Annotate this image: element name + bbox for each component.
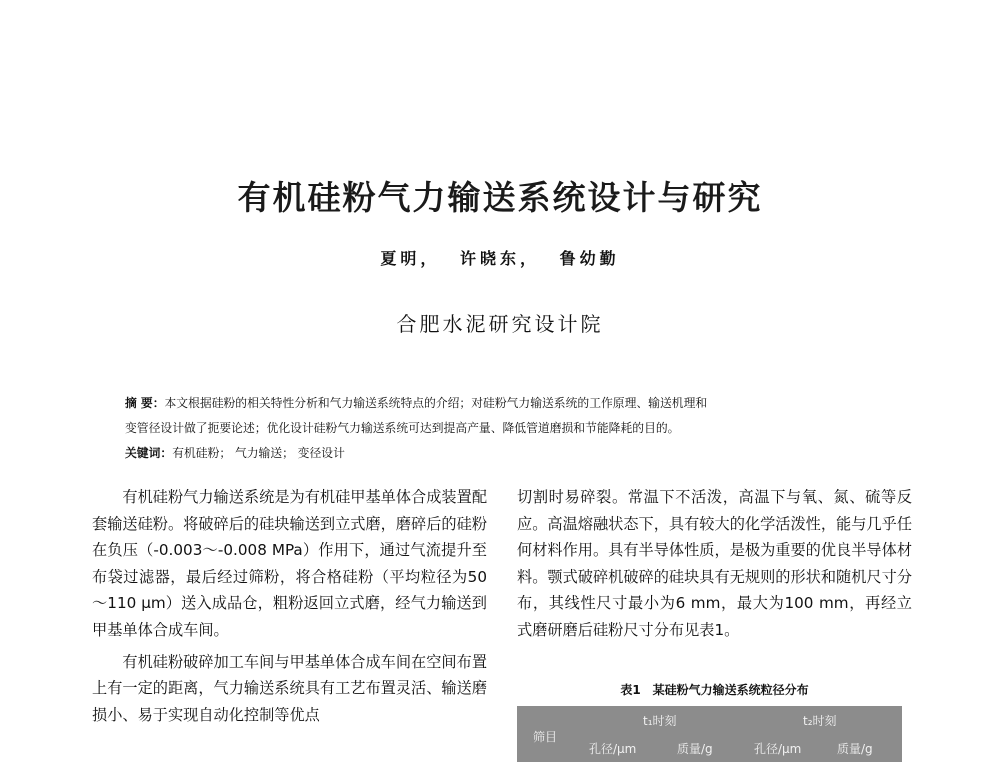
- abstract-text-1: 本文根据硅粉的相关特性分析和气力输送系统特点的介绍；对硅粉气力输送系统的工作原理、输送机理和: [164, 396, 708, 410]
- abstract-line-2: 变管径设计做了扼要论述；优化设计硅粉气力输送系统可达到提高产量、降低管道磨损和节能降耗的目的。: [125, 421, 680, 435]
- table-header-sieve: 筛目: [533, 730, 558, 744]
- abstract-line-1: [125, 391, 885, 416]
- table-header-t1: t₁时刻: [643, 714, 677, 728]
- right-column: [517, 484, 912, 644]
- table-header: [517, 706, 902, 762]
- paragraph: 切割时易碎裂。常温下不活泼，高温下与氧、氮、硫等反应。高温熔融状态下，具有较大的化学活泼性，能与几乎任何材料作用。具有半导体性质，是极为重要的优良半导体材料。颚式破碎机破碎的硅块具有无规则的形状和随机尺寸分布，其线性尺寸最小为6 mm，最大为100 mm，再经立式磨研磨后硅粉尺寸分布见表1。: [517, 488, 912, 639]
- authors: 夏明， 许晓东， 鲁幼勤: [380, 249, 620, 268]
- table-header-t2: t₂时刻: [803, 714, 837, 728]
- paragraph: 有机硅粉破碎加工车间与甲基单体合成车间在空间布置上有一定的距离，气力输送系统具有工艺布置灵活、输送磨损小、易于实现自动化控制等优点: [92, 652, 487, 724]
- abstract-label: 摘 要：: [125, 396, 165, 410]
- table-header-mass-2: 质量/g: [837, 742, 873, 756]
- table-header-pore-2: 孔径/μm: [754, 742, 802, 756]
- abstract: [125, 391, 885, 466]
- keywords: 有机硅粉； 气力输送； 变径设计: [172, 446, 345, 460]
- table-header-mass-1: 质量/g: [677, 742, 713, 756]
- keywords-line: [125, 441, 885, 466]
- paragraph: 有机硅粉气力输送系统是为有机硅甲基单体合成装置配套输送硅粉。将破碎后的硅块输送到立式磨，磨碎后的硅粉在负压（-0.003～-0.008 MPa）作用下，通过气流提升至布袋过滤器，最后经过筛粉，将合格硅粉（平均粒径为50～110 μm）送入成品仓，粗粉返回立式磨，经气力输送到甲基单体合成车间。: [92, 488, 487, 639]
- left-column: [92, 484, 487, 728]
- paper-title: 有机硅粉气力输送系统设计与研究: [237, 178, 763, 217]
- table-caption: 表1 某硅粉气力输送系统粒径分布: [620, 683, 809, 697]
- affiliation: 合肥水泥研究设计院: [396, 312, 604, 336]
- table-header-pore-1: 孔径/μm: [589, 742, 637, 756]
- keywords-label: 关键词：: [125, 446, 173, 460]
